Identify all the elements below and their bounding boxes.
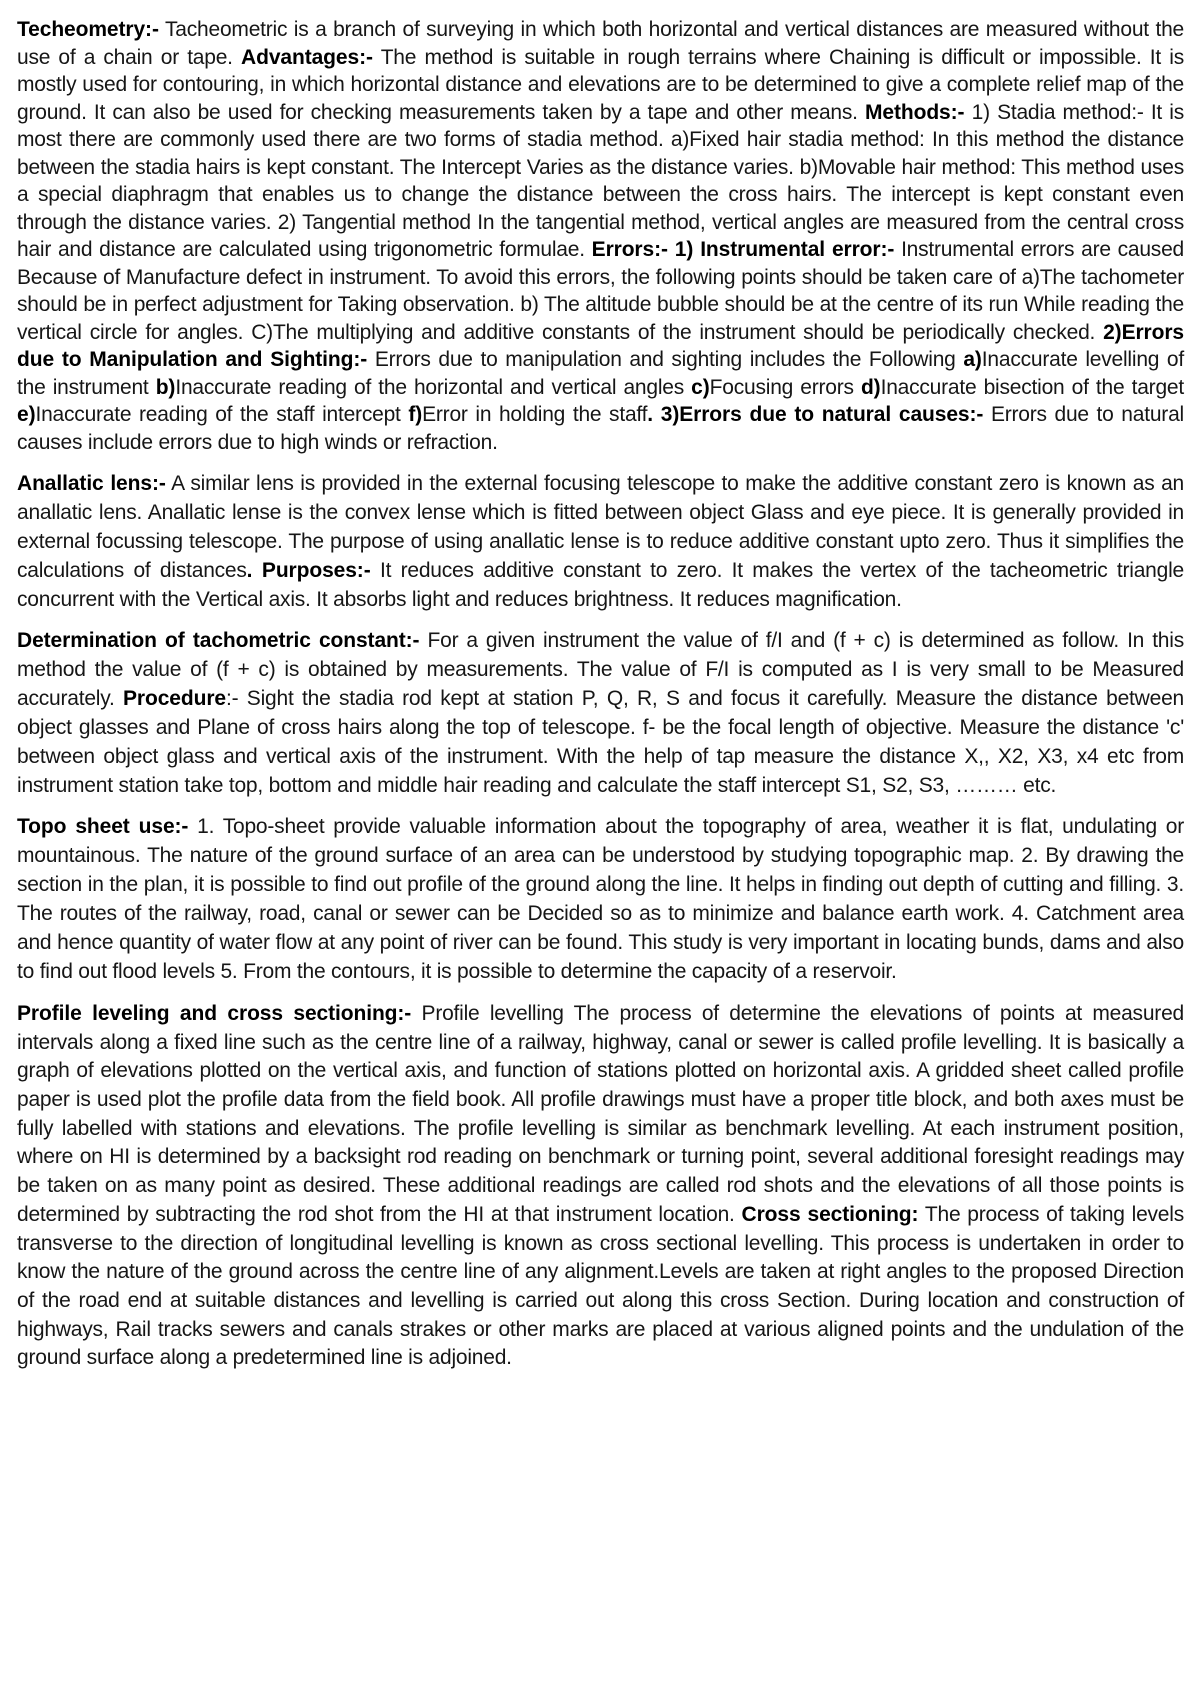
text-run: Instrumental errors are caused Because of Manufacture defect in instrument. To avoid this errors, the following points should be taken care of a)The tachometer should be in perfect adjustment for Taking observation. b) The altitude bubble should be at the centre of its run While reading the vertical circle for angles. C)The multiplying and additive constants of the instrument should be periodically checked. — [17, 238, 1185, 344]
bold-text-run: a) — [963, 348, 982, 371]
profile-leveling-paragraph — [17, 1000, 1184, 1373]
tachometric-constant-paragraph — [17, 627, 1184, 800]
text-run: Errors due to manipulation and sighting includes the Following — [367, 348, 964, 371]
text-run: For a given instrument the value of f/I and (f + c) is determined as follow. In this method the value of (f + c) is obtained by measurements. The value of F/I is computed as I is very small to be Measured accurately. — [17, 629, 1184, 710]
bold-text-run: f) — [408, 403, 423, 426]
bold-text-run: . 3)Errors due to natural causes:- — [647, 403, 984, 426]
bold-text-run: b) — [155, 375, 176, 399]
bold-text-run: Advantages:- — [241, 45, 373, 69]
bold-text-run: Profile leveling and cross sectioning:- — [17, 1001, 412, 1025]
text-run: The method is suitable in rough terrains where Chaining is difficult or impossible. It is mostly used for contouring, in which horizontal distance and elevations are to be determined to give a complete relief map of the ground. It can also be used for checking measurements taken by a tape and other means. — [17, 45, 1184, 124]
bold-text-run: 2)Errors due to Manipulation and Sighting:- — [17, 320, 1184, 371]
text-run: Focusing errors — [709, 375, 861, 399]
bold-text-run: Procedure — [123, 686, 226, 710]
bold-text-run: . Purposes:- — [246, 559, 371, 582]
text-run: The process of taking levels transverse to the direction of longitudinal levelling is known as cross sectional levelling. This process is undertaken in order to know the nature of the ground across the centre line of any alignment.Levels are taken at right angles to the proposed Direction of the road end at suitable distances and levelling is carried out along this cross Section. During location and construction of highways, Rail tracks sewers and canals strakes or other marks are placed at various aligned points and the undulation of the ground surface along a predetermined line is adjoined. — [17, 1202, 1184, 1370]
text-run: A similar lens is provided in the external focusing telescope to make the additive constant zero is known as an anallatic lens. Anallatic lense is the convex lense which is fitted between object Glass and eye piece. It is generally provided in external focussing telescope. The purpose of using anallatic lense is to reduce additive constant upto zero. Thus it simplifies the calculations of distances — [17, 472, 1184, 582]
text-run: Inaccurate reading of the staff intercept — [35, 403, 409, 426]
tacheometry-paragraph — [17, 16, 1184, 456]
text-run: :- Sight the stadia rod kept at station P, Q, R, S and focus it carefully. Measure the distance between object glasses and Plane of cross hairs along the top of telescope. f- be the focal length of objective. Measure the distance 'c' between object glass and vertical axis of the instrument. With the help of tap measure the distance X,, X2, X3, x4 etc from instrument station take top, bottom and middle hair reading and calculate the staff intercept S1, S2, S3, ……… etc. — [17, 686, 1184, 797]
text-run: Inaccurate levelling of the instrument — [17, 348, 1184, 399]
text-run: Inaccurate reading of the horizontal and vertical angles — [175, 375, 692, 399]
bold-text-run: Errors:- 1) Instrumental error:- — [591, 238, 895, 261]
text-run: Error in holding the staff — [422, 403, 648, 426]
text-run: 1. Topo-sheet provide valuable information about the topography of area, weather it is flat, undulating or mountainous. The nature of the ground surface of an area can be understood by studying topographic map. 2. By drawing the section in the plan, it is possible to find out profile of the ground along the line. It helps in finding out depth of cutting and filling. 3. The routes of the railway, road, canal or sewer can be Decided so as to minimize and balance earth work. 4. Catchment area and hence quantity of water flow at any point of river can be found. This study is very important in locating bunds, dams and also to find out flood levels 5. From the contours, it is possible to determine the capacity of a reservoir. — [17, 815, 1184, 983]
bold-text-run: Topo sheet use:- — [17, 815, 189, 839]
bold-text-run: Methods:- — [865, 100, 965, 124]
text-run: Tacheometric is a branch of surveying in which both horizontal and vertical distances are measured without the use of a chain or tape. — [17, 18, 1184, 69]
bold-text-run: Techeometry:- — [17, 18, 159, 41]
bold-text-run: Determination of tachometric constant:- — [17, 629, 420, 652]
text-run: 1) Stadia method:- It is most there are commonly used there are two forms of stadia method. a)Fixed hair stadia method: In this method the distance between the stadia hairs is kept constant. The Intercept Varies as the distance varies. b)Movable hair method: This method uses a special diaphragm that enables us to change the distance between the cross hairs. The intercept is kept constant even through the distance varies. 2) Tangential method In the tangential method, vertical angles are measured from the central cross hair and distance are calculated using trigonometric formulae. — [17, 100, 1184, 261]
anallatic-lens-paragraph — [17, 469, 1184, 614]
bold-text-run: e) — [17, 403, 36, 426]
text-run: Inaccurate bisection of the target — [880, 375, 1184, 399]
text-run: Profile levelling The process of determine the elevations of points at measured intervals along a fixed line such as the centre line of a railway, highway, canal or sewer is called profile levelling. It is basically a graph of elevations plotted on the vertical axis, and function of stations plotted on horizontal axis. A gridded sheet called profile paper is used plot the profile data from the field book. All profile drawings must have a proper title block, and both axes must be fully labelled with stations and elevations. The profile levelling is similar as benchmark levelling. At each instrument position, where on HI is determined by a backsight rod reading on benchmark or turning point, several additional foresight readings may be taken on as many point as desired. These additional readings are called rod shots and the elevations of all those points is determined by subtracting the rod shot from the HI at that instrument location. — [17, 1001, 1184, 1226]
bold-text-run: c) — [691, 375, 710, 399]
text-run: Errors due to natural causes include errors due to high winds or refraction. — [17, 403, 1184, 454]
bold-text-run: d) — [860, 375, 881, 399]
bold-text-run: Cross sectioning: — [741, 1202, 919, 1226]
bold-text-run: Anallatic lens:- — [17, 472, 166, 495]
topo-sheet-paragraph — [17, 813, 1184, 986]
text-run: It reduces additive constant to zero. It makes the vertex of the tacheometric triangle concurrent with the Vertical axis. It absorbs light and reduces brightness. It reduces magnification. — [17, 559, 1184, 611]
